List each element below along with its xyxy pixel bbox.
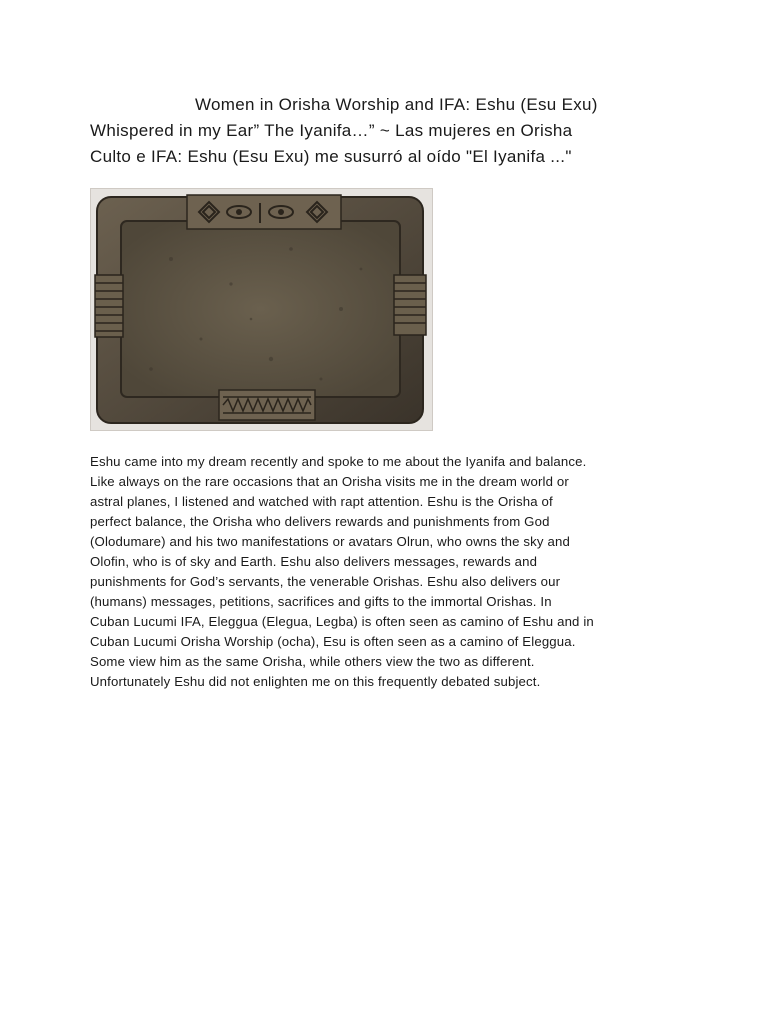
title-line: Women in Orisha Worship and IFA: Eshu (Esu Exu) bbox=[195, 95, 598, 114]
body-paragraph bbox=[90, 452, 690, 692]
body-line: Eshu came into my dream recently and spoke to me about the Iyanifa and balance. bbox=[90, 454, 587, 469]
ifa-tray-image bbox=[90, 188, 433, 431]
top-carving bbox=[187, 195, 341, 229]
body-line: Some view him as the same Orisha, while others view the two as different. bbox=[90, 654, 535, 669]
body-line: (Olodumare) and his two manifestations or avatars Olrun, who owns the sky and bbox=[90, 534, 570, 549]
body-line: astral planes, I listened and watched with rapt attention. Eshu is the Orisha of bbox=[90, 494, 553, 509]
right-carving bbox=[394, 275, 426, 335]
title-line: Whispered in my Ear” The Iyanifa…” ~ Las mujeres en Orisha bbox=[90, 121, 573, 140]
body-line: (humans) messages, petitions, sacrifices and gifts to the immortal Orishas. In bbox=[90, 594, 552, 609]
body-line: punishments for God’s servants, the venerable Orishas. Eshu also delivers our bbox=[90, 574, 561, 589]
body-line: perfect balance, the Orisha who delivers rewards and punishments from God bbox=[90, 514, 550, 529]
body-line: Cuban Lucumi IFA, Eleggua (Elegua, Legba) is often seen as camino of Eshu and in bbox=[90, 614, 594, 629]
body-line: Cuban Lucumi Orisha Worship (ocha), Esu is often seen as a camino of Eleggua. bbox=[90, 634, 576, 649]
title-line: Culto e IFA: Eshu (Esu Exu) me susurró al oído "El Iyanifa ..." bbox=[90, 147, 572, 166]
body-line: Like always on the rare occasions that an Orisha visits me in the dream world or bbox=[90, 474, 569, 489]
body-line: Unfortunately Eshu did not enlighten me on this frequently debated subject. bbox=[90, 674, 541, 689]
ifa-tray-illustration bbox=[91, 189, 432, 430]
document-title bbox=[90, 92, 690, 170]
body-line: Olofin, who is of sky and Earth. Eshu also delivers messages, rewards and bbox=[90, 554, 538, 569]
left-carving bbox=[95, 275, 123, 337]
bottom-carving bbox=[219, 390, 315, 420]
